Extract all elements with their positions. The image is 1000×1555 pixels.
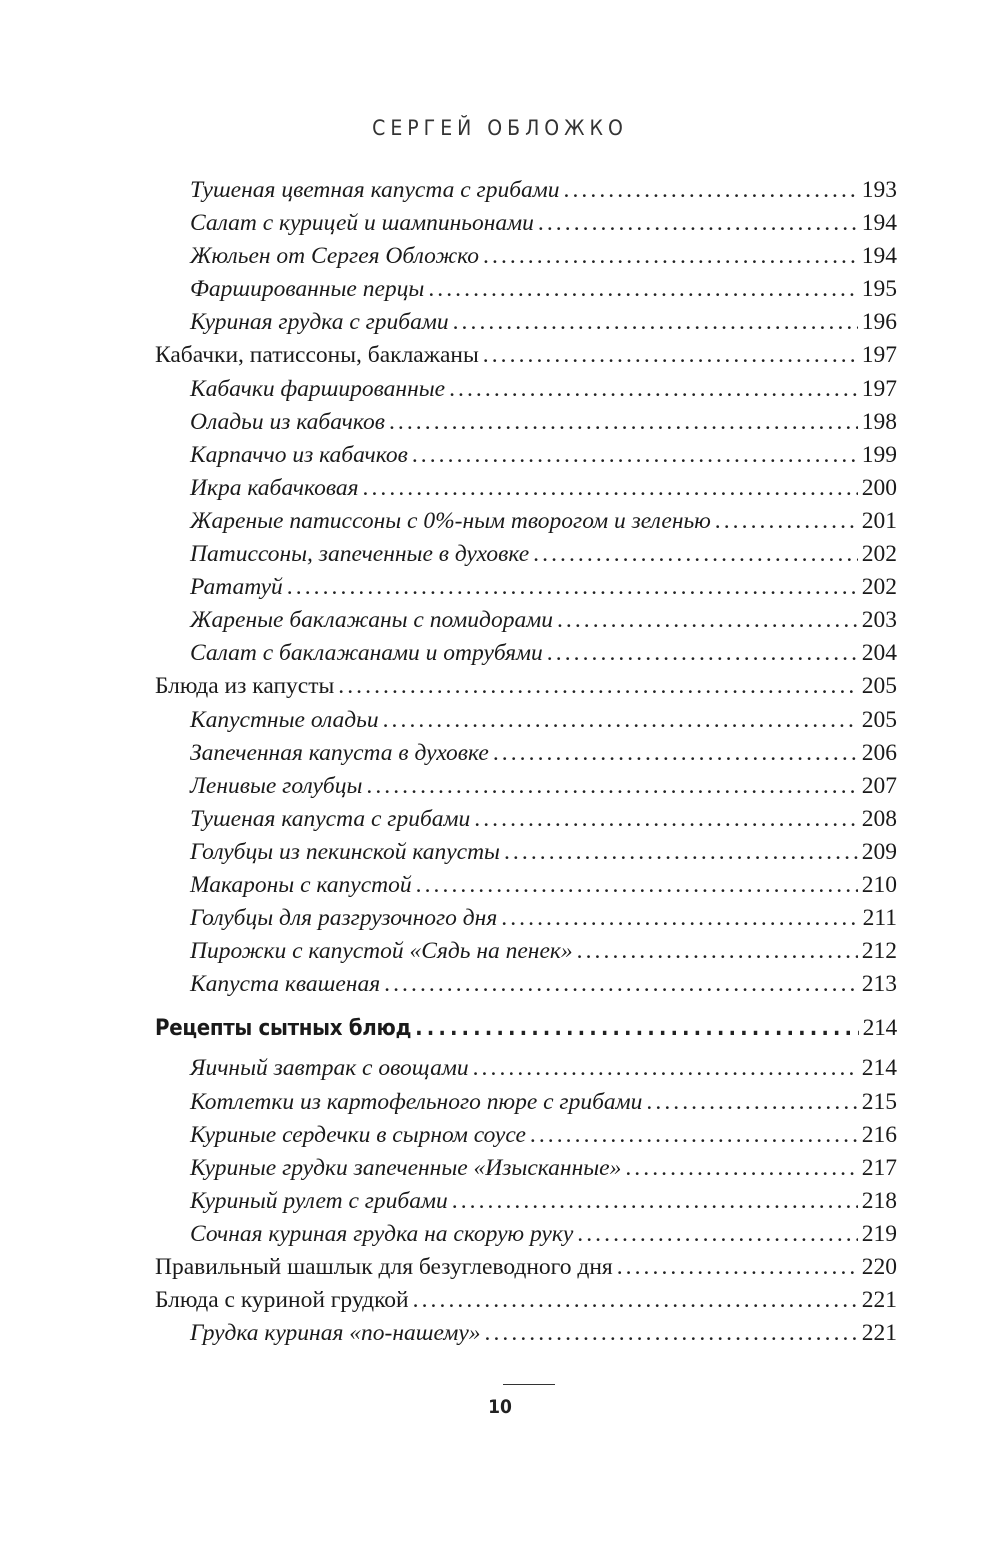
toc-recipe-entry (155, 439, 897, 472)
dot-leader (564, 174, 858, 207)
toc-entry-page: 221 (861, 1287, 897, 1314)
toc-entry-title: Куриные грудки запеченные «Изысканные» (190, 1154, 622, 1181)
toc-entry-page: 215 (861, 1088, 897, 1115)
toc-entry-title: Голубцы для разгрузочного дня (190, 905, 498, 932)
dot-leader (384, 968, 858, 1001)
toc-entry-title: Икра кабачковая (190, 474, 359, 501)
toc-recipe-entry (155, 538, 897, 571)
toc-recipe-entry (155, 505, 897, 538)
toc-entry-title: Рататуй (190, 574, 283, 601)
toc-section-heading (155, 1012, 897, 1045)
dot-leader (453, 306, 858, 339)
table-of-contents (155, 174, 897, 1350)
toc-recipe-entry (155, 174, 897, 207)
toc-recipe-entry (155, 207, 897, 240)
toc-entry-title: Блюда из капусты (155, 673, 335, 700)
toc-entry-page: 214 (862, 1015, 897, 1042)
toc-recipe-entry (155, 935, 897, 968)
toc-entry-page: 198 (861, 408, 897, 435)
toc-entry-page: 197 (861, 375, 897, 402)
toc-entry-title: Котлетки из картофельного пюре с грибами (190, 1088, 643, 1115)
toc-recipe-entry (155, 1185, 897, 1218)
running-header-author: СЕРГЕЙ ОБЛОЖКО (372, 116, 628, 140)
toc-entry-title: Жюльен от Сергея Обложко (190, 243, 480, 270)
toc-entry-page: 202 (861, 574, 897, 601)
toc-recipe-entry (155, 604, 897, 637)
toc-entry-page: 221 (861, 1320, 897, 1347)
toc-entry-page: 206 (861, 739, 897, 766)
toc-entry-title: Карпаччо из кабачков (190, 441, 408, 468)
toc-entry-page: 207 (861, 772, 897, 799)
toc-entry-title: Сочная куриная грудка на скорую руку (190, 1220, 574, 1247)
toc-entry-title: Кабачки фаршированные (190, 375, 446, 402)
dot-leader (474, 803, 857, 836)
toc-entry-title: Фаршированные перцы (190, 276, 425, 303)
toc-recipe-entry (155, 902, 897, 935)
toc-entry-title: Макароны с капустой (190, 871, 412, 898)
toc-entry-title: Капуста квашеная (190, 971, 381, 998)
toc-recipe-entry (155, 373, 897, 406)
toc-entry-title: Запеченная капуста в духовке (190, 739, 489, 766)
toc-entry-page: 209 (861, 838, 897, 865)
dot-leader (493, 737, 858, 770)
dot-leader (452, 1185, 858, 1218)
dot-leader (501, 902, 858, 935)
dot-leader (287, 571, 858, 604)
toc-recipe-entry (155, 869, 897, 902)
toc-entry-page: 194 (861, 243, 897, 270)
toc-entry-title: Оладьи из кабачков (190, 408, 385, 435)
toc-recipe-entry (155, 306, 897, 339)
toc-entry-title: Патиссоны, запеченные в духовке (190, 541, 530, 568)
toc-entry-page: 204 (861, 640, 897, 667)
toc-entry-page: 195 (861, 276, 897, 303)
page-number: 10 (488, 1396, 512, 1418)
toc-recipe-entry (155, 240, 897, 273)
toc-entry-title: Тушеная цветная капуста с грибами (190, 177, 560, 203)
toc-entry-title: Тушеная капуста с грибами (190, 805, 471, 832)
toc-recipe-entry (155, 1152, 897, 1185)
dot-leader (363, 472, 858, 505)
dot-leader (389, 406, 858, 439)
toc-entry-page: 200 (861, 474, 897, 501)
toc-entry-page: 219 (861, 1220, 897, 1247)
dot-leader (617, 1251, 858, 1284)
toc-entry-page: 196 (861, 309, 897, 336)
dot-leader (547, 637, 858, 670)
toc-chapter-entry (155, 670, 897, 703)
dot-leader (413, 1284, 858, 1317)
toc-recipe-entry (155, 273, 897, 306)
dot-leader (428, 273, 857, 306)
dot-leader (485, 1317, 858, 1350)
toc-entry-page: 218 (861, 1187, 897, 1214)
dot-leader (383, 704, 858, 737)
toc-entry-page: 205 (861, 706, 897, 733)
toc-recipe-entry (155, 1218, 897, 1251)
dot-leader (412, 439, 858, 472)
toc-entry-page: 214 (861, 1055, 897, 1082)
toc-entry-page: 199 (861, 441, 897, 468)
toc-chapter-entry (155, 1284, 897, 1317)
toc-recipe-entry (155, 406, 897, 439)
dot-leader (625, 1152, 857, 1185)
toc-entry-title: Ленивые голубцы (190, 772, 363, 799)
dot-leader (577, 935, 858, 968)
toc-entry-page: 208 (861, 805, 897, 832)
toc-chapter-entry (155, 1251, 897, 1284)
dot-leader (646, 1086, 857, 1119)
toc-recipe-entry (155, 770, 897, 803)
toc-entry-page: 220 (861, 1254, 897, 1280)
toc-recipe-entry (155, 1317, 897, 1350)
dot-leader (449, 373, 858, 406)
dot-leader (504, 836, 858, 869)
toc-entry-title: Рецепты сытных блюд (155, 1016, 412, 1042)
dot-leader (366, 770, 857, 803)
toc-entry-page: 213 (861, 971, 897, 998)
toc-entry-title: Жареные баклажаны с помидорами (190, 607, 553, 634)
toc-entry-page: 197 (861, 342, 897, 369)
toc-entry-title: Салат с курицей и шампиньонами (190, 210, 534, 237)
toc-recipe-entry (155, 968, 897, 1001)
toc-entry-title: Куриный рулет с грибами (190, 1187, 448, 1214)
toc-entry-title: Капустные оладьи (190, 706, 379, 733)
toc-entry-page: 212 (861, 938, 897, 965)
toc-entry-title: Куриные сердечки в сырном соусе (190, 1121, 526, 1148)
toc-entry-title: Блюда с куриной грудкой (155, 1287, 409, 1314)
toc-entry-title: Куриная грудка с грибами (190, 309, 449, 336)
toc-entry-title: Пирожки с капустой «Сядь на пенек» (190, 938, 573, 965)
toc-entry-page: 205 (861, 673, 897, 700)
toc-entry-title: Яичный завтрак с овощами (190, 1055, 469, 1082)
toc-entry-page: 217 (861, 1154, 897, 1181)
dot-leader (483, 240, 858, 273)
toc-recipe-entry (155, 704, 897, 737)
toc-entry-page: 202 (861, 541, 897, 568)
toc-recipe-entry (155, 472, 897, 505)
toc-recipe-entry (155, 1052, 897, 1085)
dot-leader (483, 339, 858, 372)
dot-leader (338, 670, 857, 703)
dot-leader (530, 1119, 858, 1152)
toc-entry-page: 203 (861, 607, 897, 634)
toc-entry-page: 210 (861, 871, 897, 898)
toc-entry-page: 194 (861, 210, 897, 237)
toc-entry-title: Правильный шашлык для безуглеводного дня (155, 1254, 613, 1280)
dot-leader (577, 1218, 857, 1251)
dot-leader (415, 1012, 859, 1045)
toc-entry-title: Голубцы из пекинской капусты (190, 838, 500, 865)
dot-leader (473, 1052, 858, 1085)
toc-entry-title: Салат с баклажанами и отрубями (190, 640, 543, 667)
toc-recipe-entry (155, 1119, 897, 1152)
toc-recipe-entry (155, 637, 897, 670)
toc-entry-page: 216 (861, 1121, 897, 1148)
footer-rule (503, 1384, 555, 1385)
toc-entry-title: Грудка куриная «по-нашему» (190, 1320, 481, 1347)
dot-leader (557, 604, 858, 637)
dot-leader (715, 505, 858, 538)
toc-entry-page: 193 (861, 177, 897, 203)
dot-leader (533, 538, 858, 571)
toc-recipe-entry (155, 737, 897, 770)
dot-leader (538, 207, 858, 240)
dot-leader (416, 869, 858, 902)
toc-entry-page: 201 (861, 507, 897, 534)
toc-entry-title: Жареные патиссоны с 0%-ным творогом и зеленью (190, 507, 711, 534)
toc-entry-title: Кабачки, патиссоны, баклажаны (155, 342, 479, 369)
toc-recipe-entry (155, 1086, 897, 1119)
toc-entry-page: 211 (862, 905, 897, 932)
toc-chapter-entry (155, 339, 897, 372)
toc-recipe-entry (155, 803, 897, 836)
toc-recipe-entry (155, 836, 897, 869)
toc-recipe-entry (155, 571, 897, 604)
